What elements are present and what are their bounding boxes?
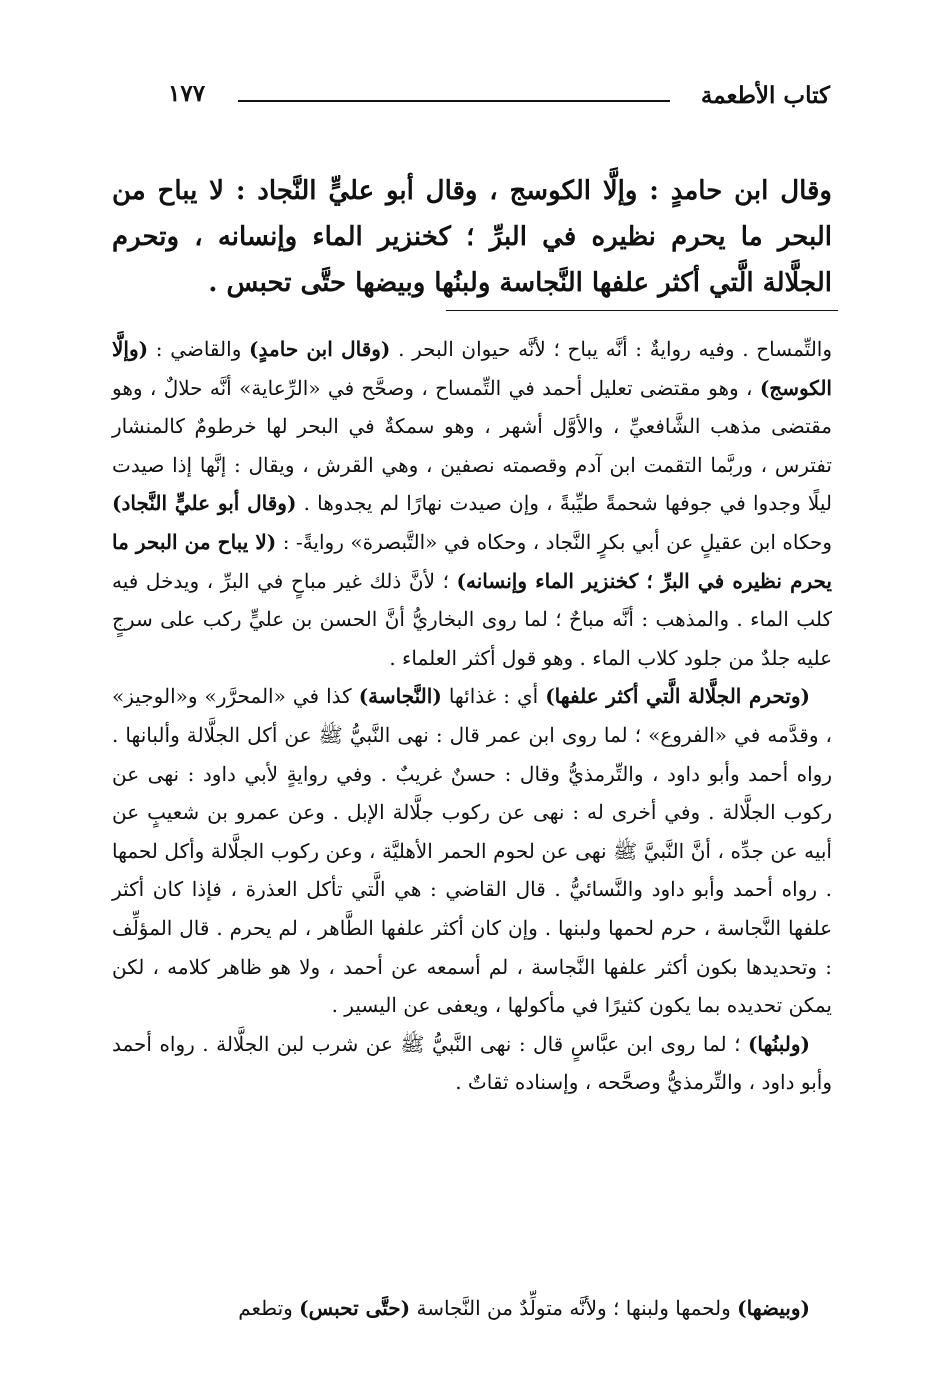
commentary-text: ولحمها ولبنها ؛ ولأنَّه متولِّدٌ من النَّجاسة	[410, 1296, 738, 1320]
commentary-paragraph-3	[112, 1025, 832, 1102]
lemma-quote: (وإلَّا الكوسج)	[112, 337, 832, 400]
commentary-paragraph-1	[112, 330, 832, 677]
commentary-text: والقاضي :	[148, 337, 250, 361]
lemma-quote: (وقال أبو عليٍّ النَّجاد)	[112, 491, 297, 516]
lemma-quote: (لا يباح من البحر ما يحرم نظيره في البرِّ ؛ كخنزير الماء وإنسانه)	[112, 529, 832, 593]
running-header	[130, 78, 830, 118]
chapter-title: كتاب الأطعمة	[700, 82, 830, 109]
lemma-quote: (وتحرم الجلَّالة الَّتي أكثر علفها)	[545, 684, 810, 709]
lemma-quote: (ولبنُها)	[747, 1031, 810, 1056]
lemma-quote: (النَّجاسة)	[358, 684, 442, 709]
commentary-text: ؛ لأنَّ ذلك غير مباحٍ في البرِّ ، ويدخل فيه كلب الماء . والمذهب : أنَّه مباحٌ ؛ لما روى البخاريُّ أنَّ الحسن بن عليٍّ ركب على سرجٍ عليه جلدٌ من جلود كلاب الماء . وهو قول أكثر العلماء .	[112, 568, 832, 670]
commentary-text: والتِّمساح . وفيه روايةٌ : أنَّه يباح ؛ لأنَّه حيوان البحر .	[390, 337, 832, 361]
commentary-paragraph-4	[112, 1290, 832, 1326]
commentary-text: وتطعم	[238, 1296, 300, 1320]
lemma-quote: (وبيضها)	[737, 1296, 810, 1320]
commentary-text: كذا في «المحرَّر» و«الوجيز» ، وقدَّمه في «الفروع» ؛ لما روى ابن عمر قال : نهى النَّبيُّ ﷺ عن أكل الجلَّالة وألبانها . رواه أحمد وأبو داود ، والتِّرمذيُّ وقال : حسنٌ غريبٌ . وفي روايةٍ لأبي داود : نهى عن ركوب الجلَّالة . وفي أخرى له : نهى عن ركوب جلَّالة الإبل . وعن عمرو بن شعيبٍ عن أبيه عن جدِّه ، أنَّ النَّبيَّ ﷺ نهى عن لحوم الحمر الأهليَّة ، وعن ركوب الجلَّالة وأكل لحمها . رواه أحمد وأبو داود والنَّسائيُّ . قال القاضي : هي الَّتي تأكل العذرة ، فإذا كان أكثر علفها النَّجاسة ، حرم لحمها ولبنها . وإن كان أكثر علفها الطَّاهر ، لم يحرم . قال المؤلِّف : وتحديدها بكون أكثر علفها النَّجاسة ، لم أسمعه عن أحمد ، ولا هو ظاهر كلامه ، لكن يمكن تحديده بما يكون كثيرًا في مأكولها ، ويعفى عن اليسير .	[112, 684, 832, 1018]
commentary-paragraph-2	[112, 677, 832, 1024]
commentary-text: وحكاه ابن عقيلٍ عن أبي بكرٍ النَّجاد ، وحكاه في «التَّبصرة» روايةً- :	[276, 529, 833, 554]
header-rule	[238, 100, 670, 102]
commentary-text: أي : غذائها	[441, 684, 546, 709]
commentary-text: ؛ لما روى ابن عبَّاسٍ قال : نهى النَّبيُّ ﷺ عن شرب لبن الجلَّالة . رواه أحمد وأبو داود ، والتِّرمذيُّ وصحَّحه ، وإسناده ثقاتٌ .	[112, 1031, 832, 1095]
lemma-quote: (وقال ابن حامدٍ)	[249, 337, 391, 361]
commentary	[112, 330, 832, 1102]
commentary-text: ، وهو مقتضى تعليل أحمد في التِّمساح ، وصحَّح في «الرِّعاية» أنَّه حلالٌ ، وهو مقتضى مذهب الشَّافعيِّ ، والأوَّل أشهر ، وهو سمكةٌ في البحر لها خرطومٌ كالمنشار تفترس ، وربَّما التقمت ابن آدم وقصمته نصفين ، وهي القرش ، ويقال : إنَّها إذا صيدت ليلًا وجدوا في جوفها شحمةً طيِّبةً ، وإن صيدت نهارًا لم يجدوها .	[112, 375, 832, 516]
page-number: ١٧٧	[168, 80, 206, 107]
lemma-quote: (حتَّى تحبس)	[299, 1296, 411, 1320]
matn-separator-rule	[446, 310, 838, 311]
matn-text: وقال ابن حامدٍ : وإلَّا الكوسج ، وقال أبو عليٍّ النَّجاد : لا يباح من البحر ما يحرم نظيره في البرِّ ؛ كخنزير الماء وإنسانه ، وتحرم الجلَّالة الَّتي أكثر علفها النَّجاسة ولبنُها وبيضها حتَّى تحبس .	[112, 176, 832, 298]
